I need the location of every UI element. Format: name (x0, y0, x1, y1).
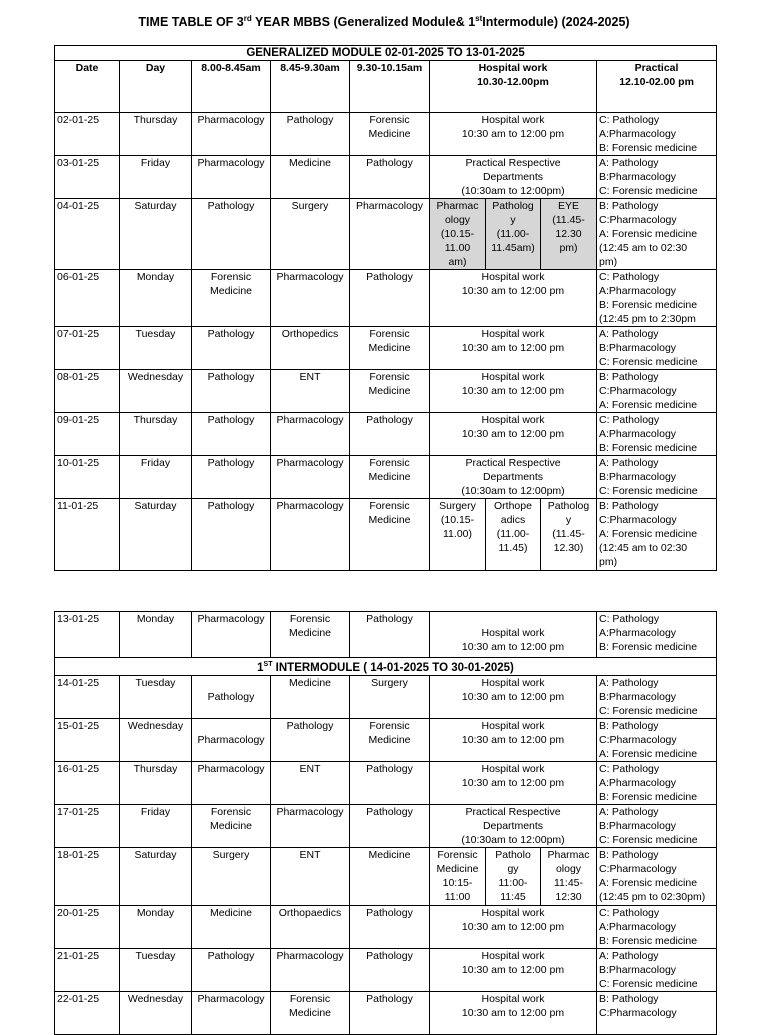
hospital-work-cell: Hospital work 10:30 am to 12:00 pm (430, 327, 597, 370)
period-2-cell: Surgery (271, 199, 350, 270)
table-row (55, 991, 717, 1034)
split-session-cell: EYE (11.45- 12.30 pm) (541, 199, 597, 270)
split-session-cell: Patholog y (11.00- 11.45am) (486, 199, 541, 270)
period-1-cell: Forensic Medicine (192, 804, 271, 847)
hospital-work-cell: Hospital work 10:30 am to 12:00 pm (430, 718, 597, 761)
split-session-cell: Surgery (10.15- 11.00) (430, 499, 486, 571)
day-cell: Tuesday (120, 948, 192, 991)
table-row (55, 804, 717, 847)
period-2-cell: Pharmacology (271, 456, 350, 499)
header-day: Day (120, 61, 192, 113)
period-1-cell: Medicine (192, 905, 271, 948)
day-cell: Wednesday (120, 370, 192, 413)
date-cell: 11-01-25 (55, 499, 120, 571)
header-period-2: 8.45-9.30am (271, 61, 350, 113)
period-1-cell: Pathology (192, 675, 271, 718)
table-row (55, 270, 717, 327)
hospital-work-cell: Hospital work 10:30 am to 12:00 pm (430, 675, 597, 718)
day-cell: Thursday (120, 761, 192, 804)
hospital-work-cell: Practical Respective Departments (10:30am to 12:00pm) (430, 456, 597, 499)
period-1-cell: Pathology (192, 413, 271, 456)
day-cell: Saturday (120, 499, 192, 571)
period-3-cell: Forensic Medicine (350, 327, 430, 370)
period-3-cell: Forensic Medicine (350, 370, 430, 413)
period-1-cell: Pharmacology (192, 761, 271, 804)
section-title: GENERALIZED MODULE 02-01-2025 TO 13-01-2025 (55, 46, 717, 61)
table-row (55, 370, 717, 413)
date-cell: 16-01-25 (55, 761, 120, 804)
day-cell: Tuesday (120, 675, 192, 718)
intermodule-table (54, 611, 717, 1035)
period-3-cell: Pathology (350, 156, 430, 199)
date-cell: 08-01-25 (55, 370, 120, 413)
period-1-cell: Pathology (192, 456, 271, 499)
date-cell: 21-01-25 (55, 948, 120, 991)
period-2-cell: ENT (271, 761, 350, 804)
practical-cell: C: Pathology A:Pharmacology B: Forensic medicine (597, 413, 717, 456)
day-cell: Saturday (120, 199, 192, 270)
hospital-work-cell: Hospital work 10:30 am to 12:00 pm (430, 113, 597, 156)
table-row (55, 761, 717, 804)
period-3-cell: Forensic Medicine (350, 456, 430, 499)
period-2-cell: Pharmacology (271, 413, 350, 456)
hospital-work-cell: Practical Respective Departments (10:30am to 12:00pm) (430, 156, 597, 199)
period-3-cell: Pathology (350, 270, 430, 327)
practical-cell: B: Pathology C:Pharmacology (597, 991, 717, 1034)
split-session-cell: Pharmac ology (10.15- 11.00 am) (430, 199, 486, 270)
table-row (55, 499, 717, 571)
practical-cell: C: Pathology A:Pharmacology B: Forensic medicine (597, 113, 717, 156)
period-3-cell: Medicine (350, 847, 430, 905)
period-1-cell: Pathology (192, 499, 271, 571)
day-cell: Thursday (120, 413, 192, 456)
hospital-work-cell: Hospital work 10:30 am to 12:00 pm (430, 948, 597, 991)
header-period-1: 8.00-8.45am (192, 61, 271, 113)
split-session-cell: Patholog y (11.45- 12.30) (541, 499, 597, 571)
day-cell: Wednesday (120, 991, 192, 1034)
hospital-work-cell: Practical Respective Departments (10:30am to 12:00pm) (430, 804, 597, 847)
period-1-cell: Pharmacology (192, 991, 271, 1034)
period-3-cell: Surgery (350, 675, 430, 718)
practical-cell: C: Pathology A:Pharmacology B: Forensic medicine (597, 905, 717, 948)
practical-cell: A: Pathology B:Pharmacology C: Forensic medicine (597, 156, 717, 199)
period-3-cell: Pathology (350, 413, 430, 456)
practical-cell: B: Pathology C:Pharmacology A: Forensic medicine (597, 370, 717, 413)
period-2-cell: Pathology (271, 113, 350, 156)
table-row (55, 718, 717, 761)
date-cell: 18-01-25 (55, 847, 120, 905)
table-row (55, 199, 717, 270)
period-1-cell: Pathology (192, 370, 271, 413)
period-2-cell: Pharmacology (271, 499, 350, 571)
table-row (55, 456, 717, 499)
period-3-cell: Pathology (350, 612, 430, 658)
day-cell: Friday (120, 156, 192, 199)
practical-cell: A: Pathology B:Pharmacology C: Forensic medicine (597, 456, 717, 499)
day-cell: Friday (120, 456, 192, 499)
hospital-work-cell: Hospital work 10:30 am to 12:00 pm (430, 413, 597, 456)
period-1-cell: Pathology (192, 948, 271, 991)
period-2-cell: Medicine (271, 675, 350, 718)
generalized-module-table (54, 45, 717, 571)
period-1-cell: Surgery (192, 847, 271, 905)
table-row (55, 327, 717, 370)
date-cell: 22-01-25 (55, 991, 120, 1034)
period-1-cell: Pharmacology (192, 718, 271, 761)
period-3-cell: Forensic Medicine (350, 718, 430, 761)
hospital-work-cell: Hospital work 10:30 am to 12:00 pm (430, 370, 597, 413)
section-title: 1ST INTERMODULE ( 14-01-2025 TO 30-01-2025) (55, 658, 717, 676)
split-session-cell: Patholo gy 11:00- 11:45 (486, 847, 541, 905)
date-cell: 13-01-25 (55, 612, 120, 658)
hospital-work-cell: Hospital work 10:30 am to 12:00 pm (430, 612, 597, 658)
period-1-cell: Pharmacology (192, 156, 271, 199)
table-row (55, 156, 717, 199)
table-row (55, 847, 717, 905)
period-1-cell: Forensic Medicine (192, 270, 271, 327)
table-row (55, 675, 717, 718)
date-cell: 06-01-25 (55, 270, 120, 327)
period-1-cell: Pharmacology (192, 612, 271, 658)
page-title: TIME TABLE OF 3rd YEAR MBBS (Generalized Module& 1stIntermodule) (2024-2025) (138, 14, 630, 30)
period-3-cell: Pathology (350, 905, 430, 948)
practical-cell: B: Pathology C:Pharmacology A: Forensic medicine (12:45 am to 02:30 pm) (597, 499, 717, 571)
period-2-cell: Forensic Medicine (271, 612, 350, 658)
practical-cell: A: Pathology B:Pharmacology C: Forensic medicine (597, 675, 717, 718)
practical-cell: A: Pathology B:Pharmacology C: Forensic medicine (597, 804, 717, 847)
period-3-cell: Pathology (350, 761, 430, 804)
day-cell: Wednesday (120, 718, 192, 761)
period-2-cell: Orthopaedics (271, 905, 350, 948)
split-session-cell: Forensic Medicine 10:15- 11:00 (430, 847, 486, 905)
table-row (55, 948, 717, 991)
header-period-3: 9.30-10.15am (350, 61, 430, 113)
period-1-cell: Pharmacology (192, 113, 271, 156)
practical-cell: B: Pathology C:Pharmacology A: Forensic medicine (12:45 am to 02:30 pm) (597, 199, 717, 270)
table-row (55, 413, 717, 456)
date-cell: 15-01-25 (55, 718, 120, 761)
hospital-work-cell: Hospital work 10:30 am to 12:00 pm (430, 991, 597, 1034)
day-cell: Monday (120, 270, 192, 327)
period-3-cell: Forensic Medicine (350, 499, 430, 571)
period-3-cell: Pathology (350, 991, 430, 1034)
day-cell: Friday (120, 804, 192, 847)
period-2-cell: Pharmacology (271, 270, 350, 327)
day-cell: Saturday (120, 847, 192, 905)
day-cell: Thursday (120, 113, 192, 156)
period-3-cell: Pathology (350, 948, 430, 991)
day-cell: Tuesday (120, 327, 192, 370)
header-practical: Practical 12.10-02.00 pm (597, 61, 717, 113)
date-cell: 02-01-25 (55, 113, 120, 156)
split-session-cell: Orthope adics (11.00- 11.45) (486, 499, 541, 571)
table-row (55, 113, 717, 156)
date-cell: 07-01-25 (55, 327, 120, 370)
date-cell: 20-01-25 (55, 905, 120, 948)
period-2-cell: Pharmacology (271, 948, 350, 991)
date-cell: 03-01-25 (55, 156, 120, 199)
split-session-cell: Pharmac ology 11:45- 12:30 (541, 847, 597, 905)
period-1-cell: Pathology (192, 327, 271, 370)
period-2-cell: ENT (271, 370, 350, 413)
date-cell: 09-01-25 (55, 413, 120, 456)
table-row (55, 905, 717, 948)
practical-cell: C: Pathology A:Pharmacology B: Forensic medicine (597, 612, 717, 658)
period-1-cell: Pathology (192, 199, 271, 270)
period-3-cell: Forensic Medicine (350, 113, 430, 156)
table-row (55, 612, 717, 658)
period-2-cell: Orthopedics (271, 327, 350, 370)
practical-cell: A: Pathology B:Pharmacology C: Forensic medicine (597, 327, 717, 370)
date-cell: 10-01-25 (55, 456, 120, 499)
period-2-cell: Medicine (271, 156, 350, 199)
day-cell: Monday (120, 905, 192, 948)
hospital-work-cell: Hospital work 10:30 am to 12:00 pm (430, 905, 597, 948)
date-cell: 14-01-25 (55, 675, 120, 718)
practical-cell: A: Pathology B:Pharmacology C: Forensic medicine (597, 948, 717, 991)
period-2-cell: Pathology (271, 718, 350, 761)
period-3-cell: Pharmacology (350, 199, 430, 270)
practical-cell: B: Pathology C:Pharmacology A: Forensic medicine (12:45 pm to 02:30pm) (597, 847, 717, 905)
practical-cell: B: Pathology C:Pharmacology A: Forensic medicine (597, 718, 717, 761)
day-cell: Monday (120, 612, 192, 658)
hospital-work-cell: Hospital work 10:30 am to 12:00 pm (430, 761, 597, 804)
header-hospital-work: Hospital work 10.30-12.00pm (430, 61, 597, 113)
hospital-work-cell: Hospital work 10:30 am to 12:00 pm (430, 270, 597, 327)
period-2-cell: Forensic Medicine (271, 991, 350, 1034)
section-row (55, 658, 717, 676)
header-date: Date (55, 61, 120, 113)
date-cell: 17-01-25 (55, 804, 120, 847)
practical-cell: C: Pathology A:Pharmacology B: Forensic medicine (597, 761, 717, 804)
practical-cell: C: Pathology A:Pharmacology B: Forensic medicine (12:45 pm to 2:30pm (597, 270, 717, 327)
period-2-cell: ENT (271, 847, 350, 905)
date-cell: 04-01-25 (55, 199, 120, 270)
period-3-cell: Pathology (350, 804, 430, 847)
period-2-cell: Pharmacology (271, 804, 350, 847)
